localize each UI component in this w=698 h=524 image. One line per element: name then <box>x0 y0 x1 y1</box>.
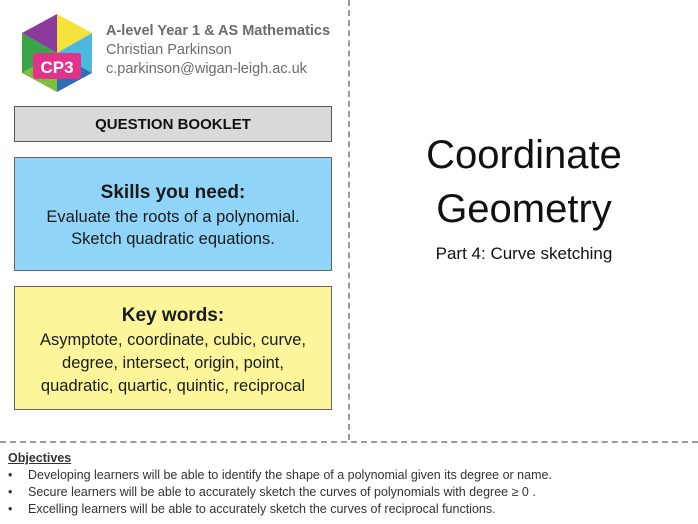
keywords-line: Asymptote, coordinate, cubic, curve, <box>40 331 306 349</box>
skills-title: Skills you need: <box>100 182 246 203</box>
title-line-1: Coordinate <box>426 133 622 177</box>
logo-text: CP3 <box>40 58 74 77</box>
page-subtitle: Part 4: Curve sketching <box>435 244 613 263</box>
keywords-title: Key words: <box>121 305 225 326</box>
skills-line: Sketch quadratic equations. <box>71 230 275 248</box>
objective-item: • Developing learners will be able to identify the shape of a polynomial given its degree or name. <box>8 467 688 484</box>
author-email: c.parkinson@wigan-leigh.ac.uk <box>106 61 307 77</box>
objectives-heading: Objectives <box>8 451 72 465</box>
question-booklet-label: QUESTION BOOKLET <box>14 106 332 142</box>
objective-item: • Secure learners will be able to accurately sketch the curves of polynomials with degree ≥ 0 . <box>8 484 688 501</box>
course-name: A-level Year 1 & AS Mathematics <box>106 23 331 39</box>
objectives-section <box>8 450 688 518</box>
skills-box <box>14 157 332 271</box>
skills-line: Evaluate the roots of a polynomial. <box>46 208 300 226</box>
keywords-box <box>14 286 332 410</box>
keywords-line: degree, intersect, origin, point, <box>62 354 284 372</box>
keywords-line: quadratic, quartic, quintic, reciprocal <box>40 377 306 395</box>
title-line-2: Geometry <box>436 187 612 231</box>
author-name: Christian Parkinson <box>106 42 232 58</box>
objective-item: • Excelling learners will be able to accurately sketch the curves of reciprocal functions. <box>8 501 688 518</box>
header-info <box>106 22 330 79</box>
page-title <box>350 128 698 236</box>
cp3-logo <box>20 12 94 94</box>
horizontal-divider <box>0 441 698 443</box>
